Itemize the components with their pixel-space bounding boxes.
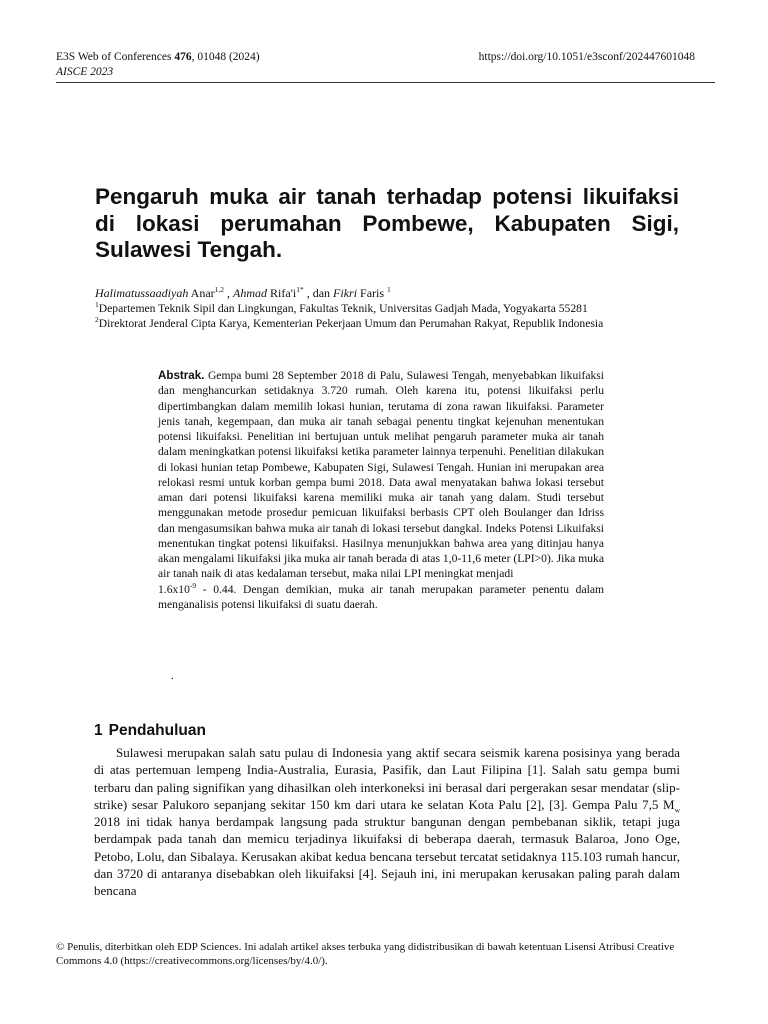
header-divider xyxy=(56,82,715,83)
section-title: Pendahuluan xyxy=(108,722,206,739)
abstract-label: Abstrak. xyxy=(158,369,205,382)
affiliation-1: $^1$Departemen Teknik Sipil dan Lingkungan, Fakultas Teknik, Universitas Gadjah Mada, Yogyakarta 55281 xyxy=(95,300,588,315)
author-1-family: Anar xyxy=(188,286,215,300)
journal-citation: E3S Web of Conferences 476, 01048 (2024) xyxy=(56,51,260,63)
magnitude-subscript: w xyxy=(674,805,680,815)
author-2-family: Rifa'i xyxy=(267,286,297,300)
journal-volume: 476 xyxy=(174,51,192,63)
paper-title: Pengaruh muka air tanah terhadap potensi likuifaksi di lokasi perumahan Pombewe, Kabupaten Sigi, Sulawesi Tengah. xyxy=(95,184,679,262)
abstract-conclusion: $1.6x10^{-9} - 0.44$. Dengan demikian, muka air tanah merupakan parameter penentu dalam menganalisis potensi likuifaksi di suatu daerah. xyxy=(158,580,604,611)
author-2-given: Ahmad xyxy=(233,286,268,300)
section-heading xyxy=(94,721,206,741)
doi-link[interactable]: https://doi.org/10.1051/e3sconf/202447601048 xyxy=(478,51,695,63)
author-2-affil: 1* xyxy=(296,285,304,294)
abstract xyxy=(158,368,604,612)
author-3-given: Fikri xyxy=(333,286,358,300)
affiliations xyxy=(95,302,685,331)
affiliation-2: $^2$Direktorat Jenderal Cipta Karya, Kementerian Pekerjaan Umum dan Perumahan Rakyat, Republik Indonesia xyxy=(95,314,604,330)
conference-name: AISCE 2023 xyxy=(56,66,114,78)
running-header-left xyxy=(56,50,260,80)
license-footer: © Penulis, diterbitkan oleh EDP Sciences. Ini adalah artikel akses terbuka yang didistribusikan di bawah ketentuan Lisensi Atribusi Creative Commons 4.0 (https://creativecommons.org/licenses/by/4.0/). xyxy=(56,941,675,967)
section-number: 1 xyxy=(94,722,103,739)
author-list: Halimatussaadiyah Anar$^{1,2}$ , Ahmad $Rifa'i^{1*}$ , dan Fikri Faris $^1$ xyxy=(95,285,391,300)
stray-mark: . xyxy=(171,670,174,682)
author-3-affil: 1 xyxy=(387,285,391,294)
abstract-text: Gempa bumi 28 September 2018 di Palu, Sulawesi Tengah, menyebabkan likuifaksi dan menghancurkan setidaknya 3.720 rumah. Oleh karena itu, potensi likuifaksi perlu dipertimbangkan dalam memilih lokasi hunian, terutama di zona rawan likuifaksi. Parameter jenis tanah, kegempaan, dan muka air tanah sebagai penentu tingkat kejenuhan menentukan potensi likuifaksi. Penelitian ini bertujuan untuk melihat pengaruh parameter muka air tanah dalam meningkatkan potensi likuifaksi ketika parameter lainnya terpenuhi. Penelitian dilakukan di lokasi hunian tetap Pombewe, Kabupaten Sigi, Sulawesi Tengah. Hunian ini merupakan area relokasi resmi untuk korban gempa bumi 2018. Data awal menyatakan bahwa lokasi tersebut aman dari potensi likuifaksi karena memiliki muka air tanah yang dalam. Studi tersebut menggunakan metode prosedur pemicuan likuifaksi berbasis CPT oleh Boulanger dan Idriss dan mengasumsikan bahwa muka air tanah di lokasi tersebut dangkal. Indeks Potensi Likuifaksi menentukan tingkat potensi likuifaksi. Hasilnya menunjukkan bahwa area yang ditinjau hanya akan mengalami likuifaksi jika muka air tanah berada di atas 1,0-11,6 meter (LPI>0). Jika muka air tanah naik di atas kedalaman tersebut, maka nilai LPI meningkat menjadi xyxy=(158,369,604,581)
author-1-given: Halimatussaadiyah xyxy=(95,286,189,300)
author-1-affil: 1,2 xyxy=(214,285,225,294)
author-3-family: Faris xyxy=(357,286,388,300)
body-paragraph: Sulawesi merupakan salah satu pulau di Indonesia yang aktif secara seismik karena posisinya yang berada di atas pertemuan lempeng India-Australia, Eurasia, Pasifik, dan Laut Filipina [1]. Salah satu gempa bumi terbaru dan paling signifikan yang dihasilkan oleh interkoneksi ini berasal dari pergerakan sesar mendatar (slip-strike) sesar Palukoro sepanjang sekitar 150 km dari utara ke selatan Kota Palu [2], [3]. Gempa Palu 7,5 $M_w$ 2018 ini tidak hanya berdampak langsung pada struktur bangunan dengan pembebanan siklik, tetapi juga berdampak pada tanah dan memicu terjadinya likuifaksi di beberapa daerah, termasuk Balaroa, Jono Oge, Petobo, Lolu, dan Sibalaya. Kerusakan akibat kedua bencana tersebut tercatat setidaknya 115.103 rumah hancur, dan 3720 di antaranya disebabkan oleh likuifaksi [4]. Sejauh ini, ini merupakan kerusakan paling parah dalam bencana xyxy=(94,745,680,899)
